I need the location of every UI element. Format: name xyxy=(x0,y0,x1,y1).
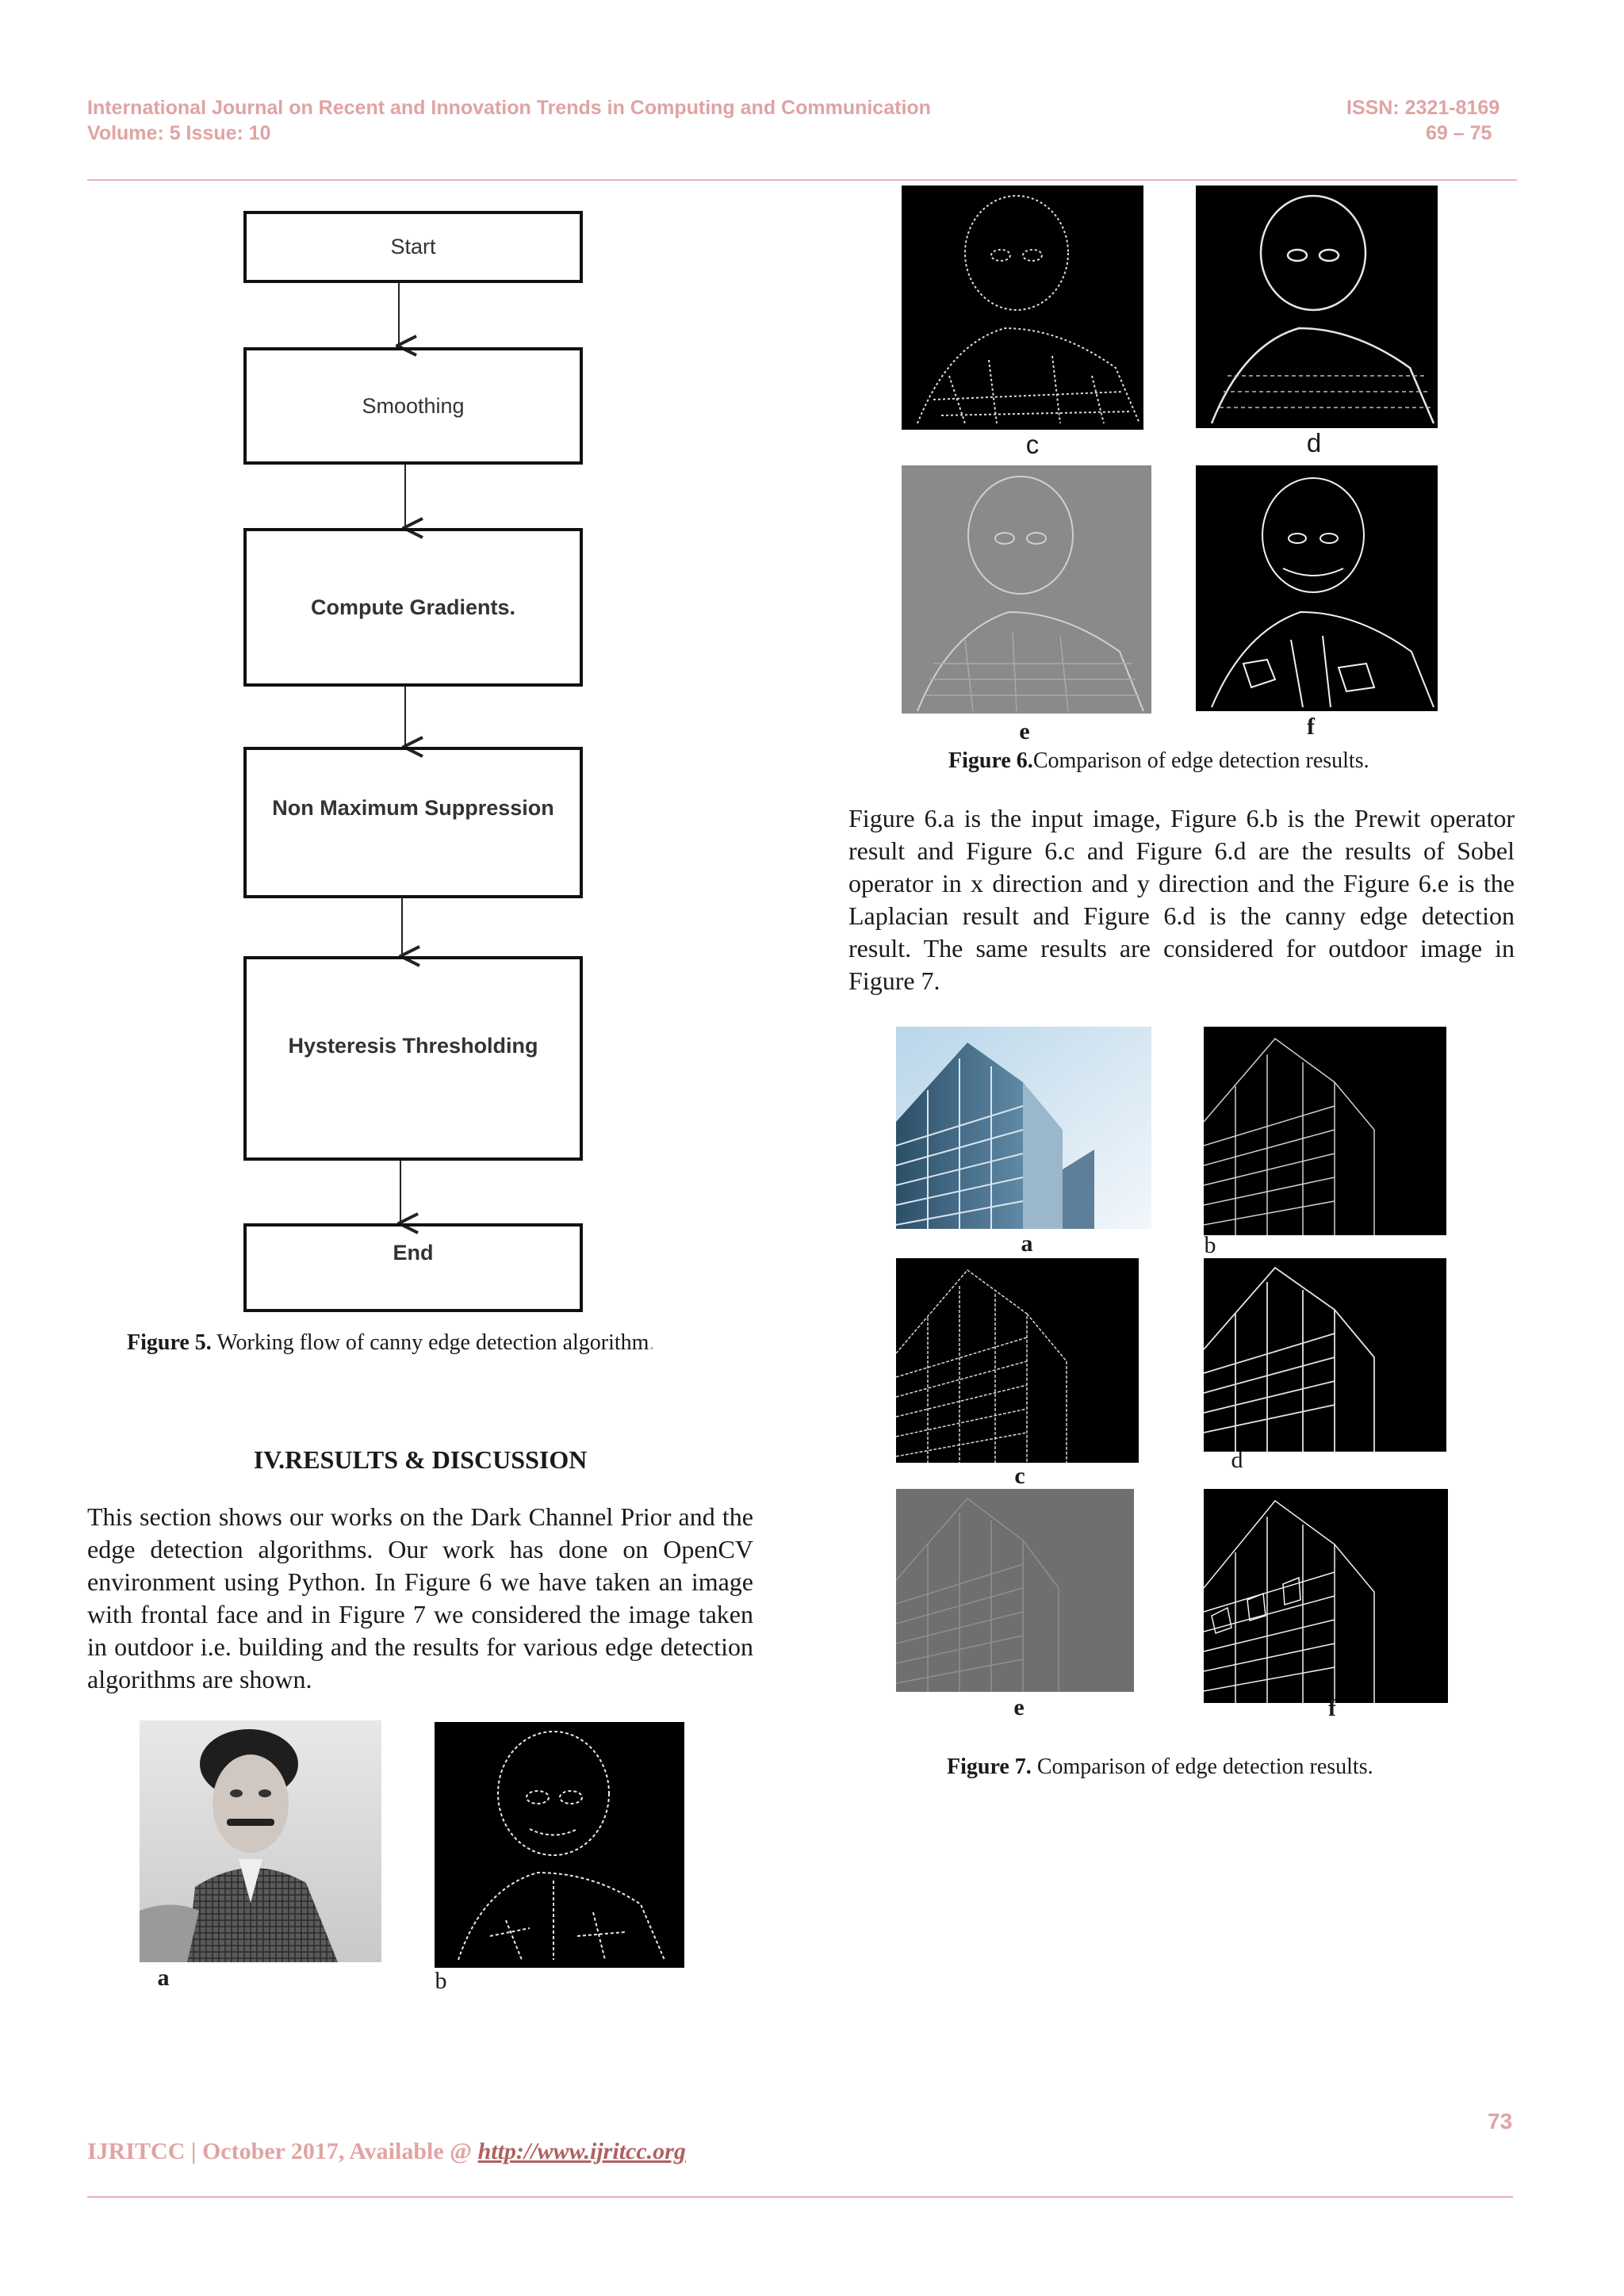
fig6-image-f xyxy=(1196,465,1438,711)
figure6-paragraph: Figure 6.a is the input image, Figure 6.b is the Prewit operator result and Figure 6.c and Figure 6.d are the results of Sobel operator in x direction and y direction and the Figure 6.e is the Laplacian result and Figure 6.d is the canny edge detection result. The same results are considered for outdoor image in Figure 7. xyxy=(848,804,1515,995)
fig7-label-c: c xyxy=(1014,1463,1025,1489)
figure5-label: Figure 5. xyxy=(127,1330,212,1355)
fig6-image-d xyxy=(1196,186,1438,428)
footer-text xyxy=(87,2138,686,2165)
section-heading: IV.RESULTS & DISCUSSION xyxy=(253,1445,588,1474)
figure5-tail: . xyxy=(649,1330,655,1355)
footer-rule xyxy=(87,2196,1513,2198)
flow-step-compute-gradients: Compute Gradients. xyxy=(243,528,583,687)
fig6-label-d: d xyxy=(1306,428,1322,457)
figure6-caption xyxy=(948,748,1369,775)
fig6-image-b xyxy=(435,1722,684,1968)
journal-title: International Journal on Recent and Innovation Trends in Computing and Communication xyxy=(87,97,931,119)
volume-issue: Volume: 5 Issue: 10 xyxy=(87,122,271,144)
fig7-image-b xyxy=(1204,1027,1446,1235)
footer-link[interactable]: http://www.ijritcc.org xyxy=(477,2138,686,2164)
fig6-label-e: e xyxy=(1019,718,1030,744)
fig7-label-e: e xyxy=(1013,1694,1025,1720)
fig7-label-d: d xyxy=(1231,1447,1243,1473)
section-paragraph: This section shows our works on the Dark Channel Prior and the edge detection algorithms. Our work has done on OpenCV environment using Python. In Figure 6 we have taken an image with frontal face and in Figure 7 we considered the image taken in outdoor i.e. building and the results for various edge detection algorithms are shown. xyxy=(87,1502,753,1693)
flow-step-end: End xyxy=(243,1223,583,1312)
figure6-caption-label: Figure 6. xyxy=(948,748,1033,773)
fig6-image-a xyxy=(140,1720,381,1962)
fig7-image-f xyxy=(1204,1489,1448,1703)
figure5-caption xyxy=(127,1330,654,1357)
page-number: 73 xyxy=(1488,2109,1513,2133)
issn: ISSN: 2321-8169 xyxy=(1346,97,1500,119)
page-range: 69 – 75 xyxy=(1426,122,1492,144)
flow-step-non-max-suppression: Non Maximum Suppression xyxy=(243,747,583,898)
flow-step-start: Start xyxy=(243,211,583,283)
fig7-label-b: b xyxy=(1204,1232,1216,1258)
fig7-image-e xyxy=(896,1489,1134,1692)
fig7-image-a xyxy=(896,1027,1151,1229)
figure7-caption xyxy=(947,1754,1373,1781)
figure7-caption-label: Figure 7. xyxy=(947,1755,1032,1779)
fig6-label-c: c xyxy=(1025,430,1040,459)
fig6-label-f: f xyxy=(1307,714,1315,740)
fig6-image-c xyxy=(902,186,1143,430)
fig7-label-a: a xyxy=(1021,1230,1033,1257)
fig6-label-b: b xyxy=(435,1968,447,1994)
flow-step-hysteresis: Hysteresis Thresholding xyxy=(243,956,583,1161)
figure5-text: Working flow of canny edge detection algorithm xyxy=(216,1330,649,1355)
fig6-label-a: a xyxy=(157,1965,170,1991)
fig7-label-f: f xyxy=(1328,1695,1336,1721)
flow-step-smoothing: Smoothing xyxy=(243,347,583,465)
fig7-image-d xyxy=(1204,1258,1446,1452)
figure7-caption-text: Comparison of edge detection results. xyxy=(1036,1755,1373,1779)
fig7-image-c xyxy=(896,1258,1139,1463)
flowchart xyxy=(0,0,1,1)
fig6-image-e xyxy=(902,465,1151,714)
footer-label: IJRITCC | October 2017, Available @ xyxy=(87,2138,478,2164)
figure6-caption-text: Comparison of edge detection results. xyxy=(1032,748,1369,773)
